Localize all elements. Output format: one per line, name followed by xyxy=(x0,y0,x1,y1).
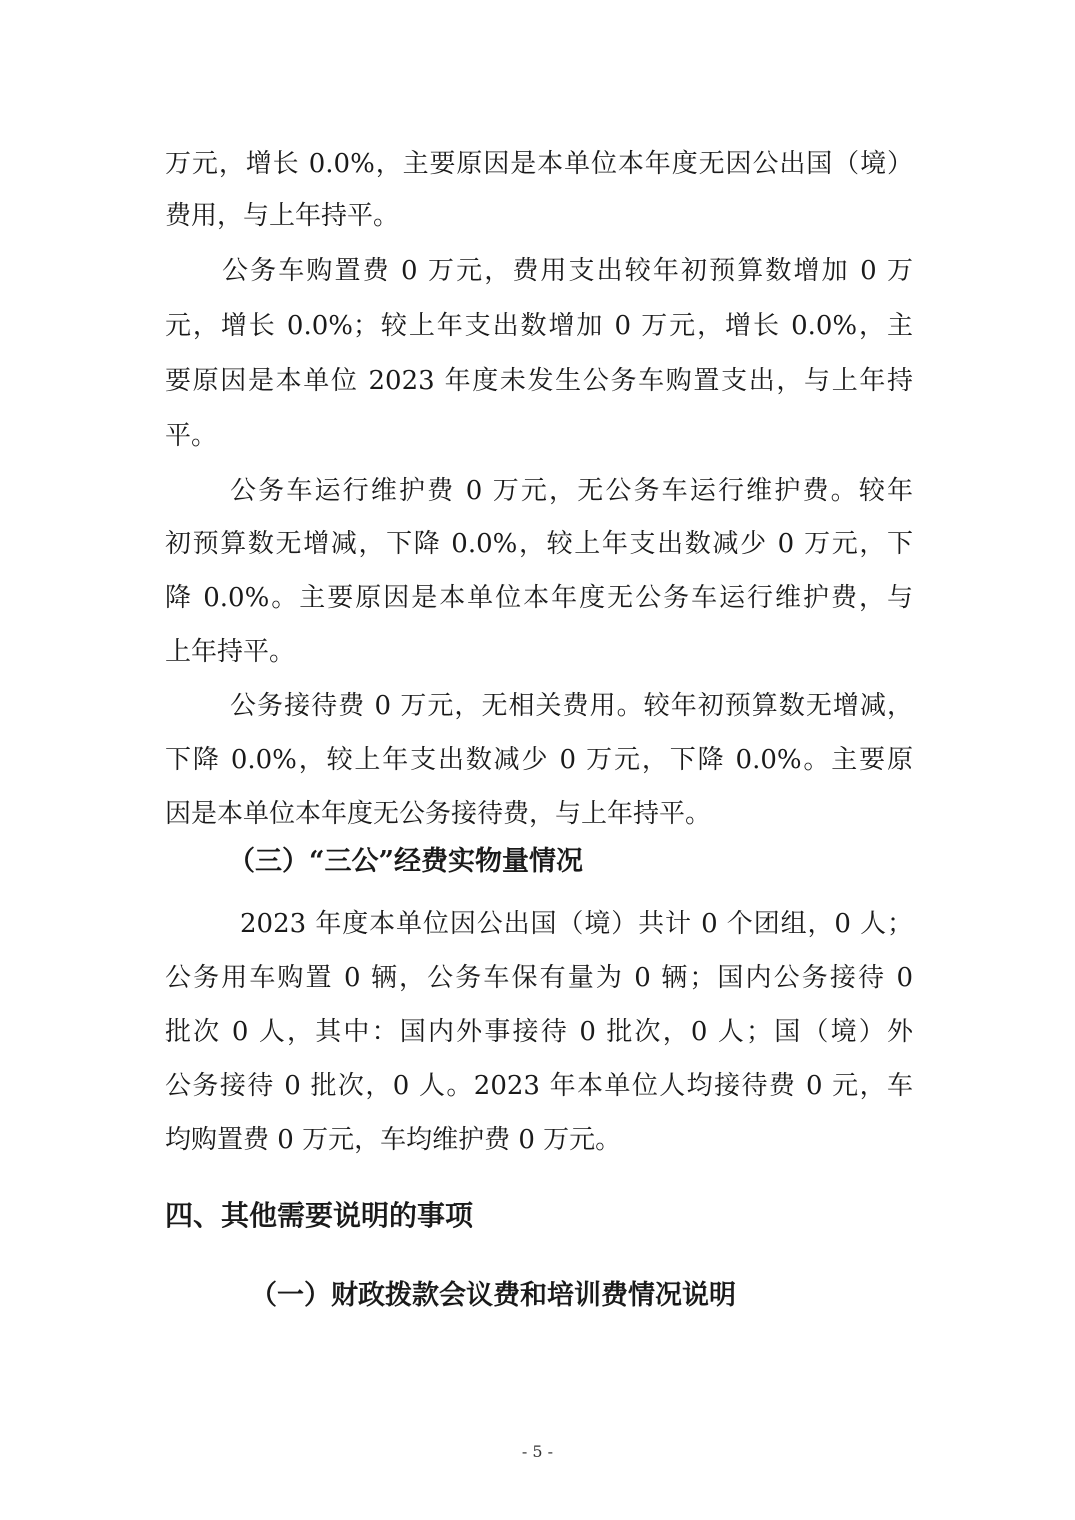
paragraph-line: 元，增长 0.0%；较上年支出数增加 0 万元，增长 0.0%，主 xyxy=(165,311,913,341)
paragraph-line: 降 0.0%。主要原因是本单位本年度无公务车运行维护费，与 xyxy=(165,583,913,613)
paragraph-line: 平。 xyxy=(165,421,218,451)
paragraph-line: 均购置费 0 万元，车均维护费 0 万元。 xyxy=(165,1125,622,1155)
paragraph-line: 公务车运行维护费 0 万元，无公务车运行维护费。较年 xyxy=(230,476,913,506)
paragraph-line: 万元，增长 0.0%，主要原因是本单位本年度无因公出国（境） xyxy=(165,149,913,179)
paragraph-line: 公务车购置费 0 万元，费用支出较年初预算数增加 0 万 xyxy=(222,256,913,286)
subheading-three-public-expenses: （三）“三公”经费实物量情况 xyxy=(228,846,584,877)
subheading-one-meeting-training: （一）财政拨款会议费和培训费情况说明 xyxy=(250,1280,736,1311)
paragraph-line: 费用，与上年持平。 xyxy=(165,201,400,231)
paragraph-line: 公务接待费 0 万元，无相关费用。较年初预算数无增减， xyxy=(230,691,913,721)
paragraph-line: 批次 0 人，其中：国内外事接待 0 批次，0 人；国（境）外 xyxy=(165,1017,913,1047)
paragraph-line: 公务接待 0 批次，0 人。2023 年本单位人均接待费 0 元，车 xyxy=(165,1071,913,1101)
section-heading-four: 四、其他需要说明的事项 xyxy=(165,1199,474,1232)
page-number: - 5 - xyxy=(521,1442,554,1461)
paragraph-line: 上年持平。 xyxy=(165,637,296,667)
paragraph-line: 因是本单位本年度无公务接待费，与上年持平。 xyxy=(165,799,712,829)
paragraph-line: 下降 0.0%，较上年支出数减少 0 万元，下降 0.0%。主要原 xyxy=(165,745,913,775)
paragraph-line: 2023 年度本单位因公出国（境）共计 0 个团组，0 人； xyxy=(240,909,913,939)
paragraph-line: 公务用车购置 0 辆，公务车保有量为 0 辆；国内公务接待 0 xyxy=(165,963,913,993)
paragraph-line: 初预算数无增减，下降 0.0%，较上年支出数减少 0 万元，下 xyxy=(165,529,913,559)
paragraph-line: 要原因是本单位 2023 年度未发生公务车购置支出，与上年持 xyxy=(165,366,913,396)
